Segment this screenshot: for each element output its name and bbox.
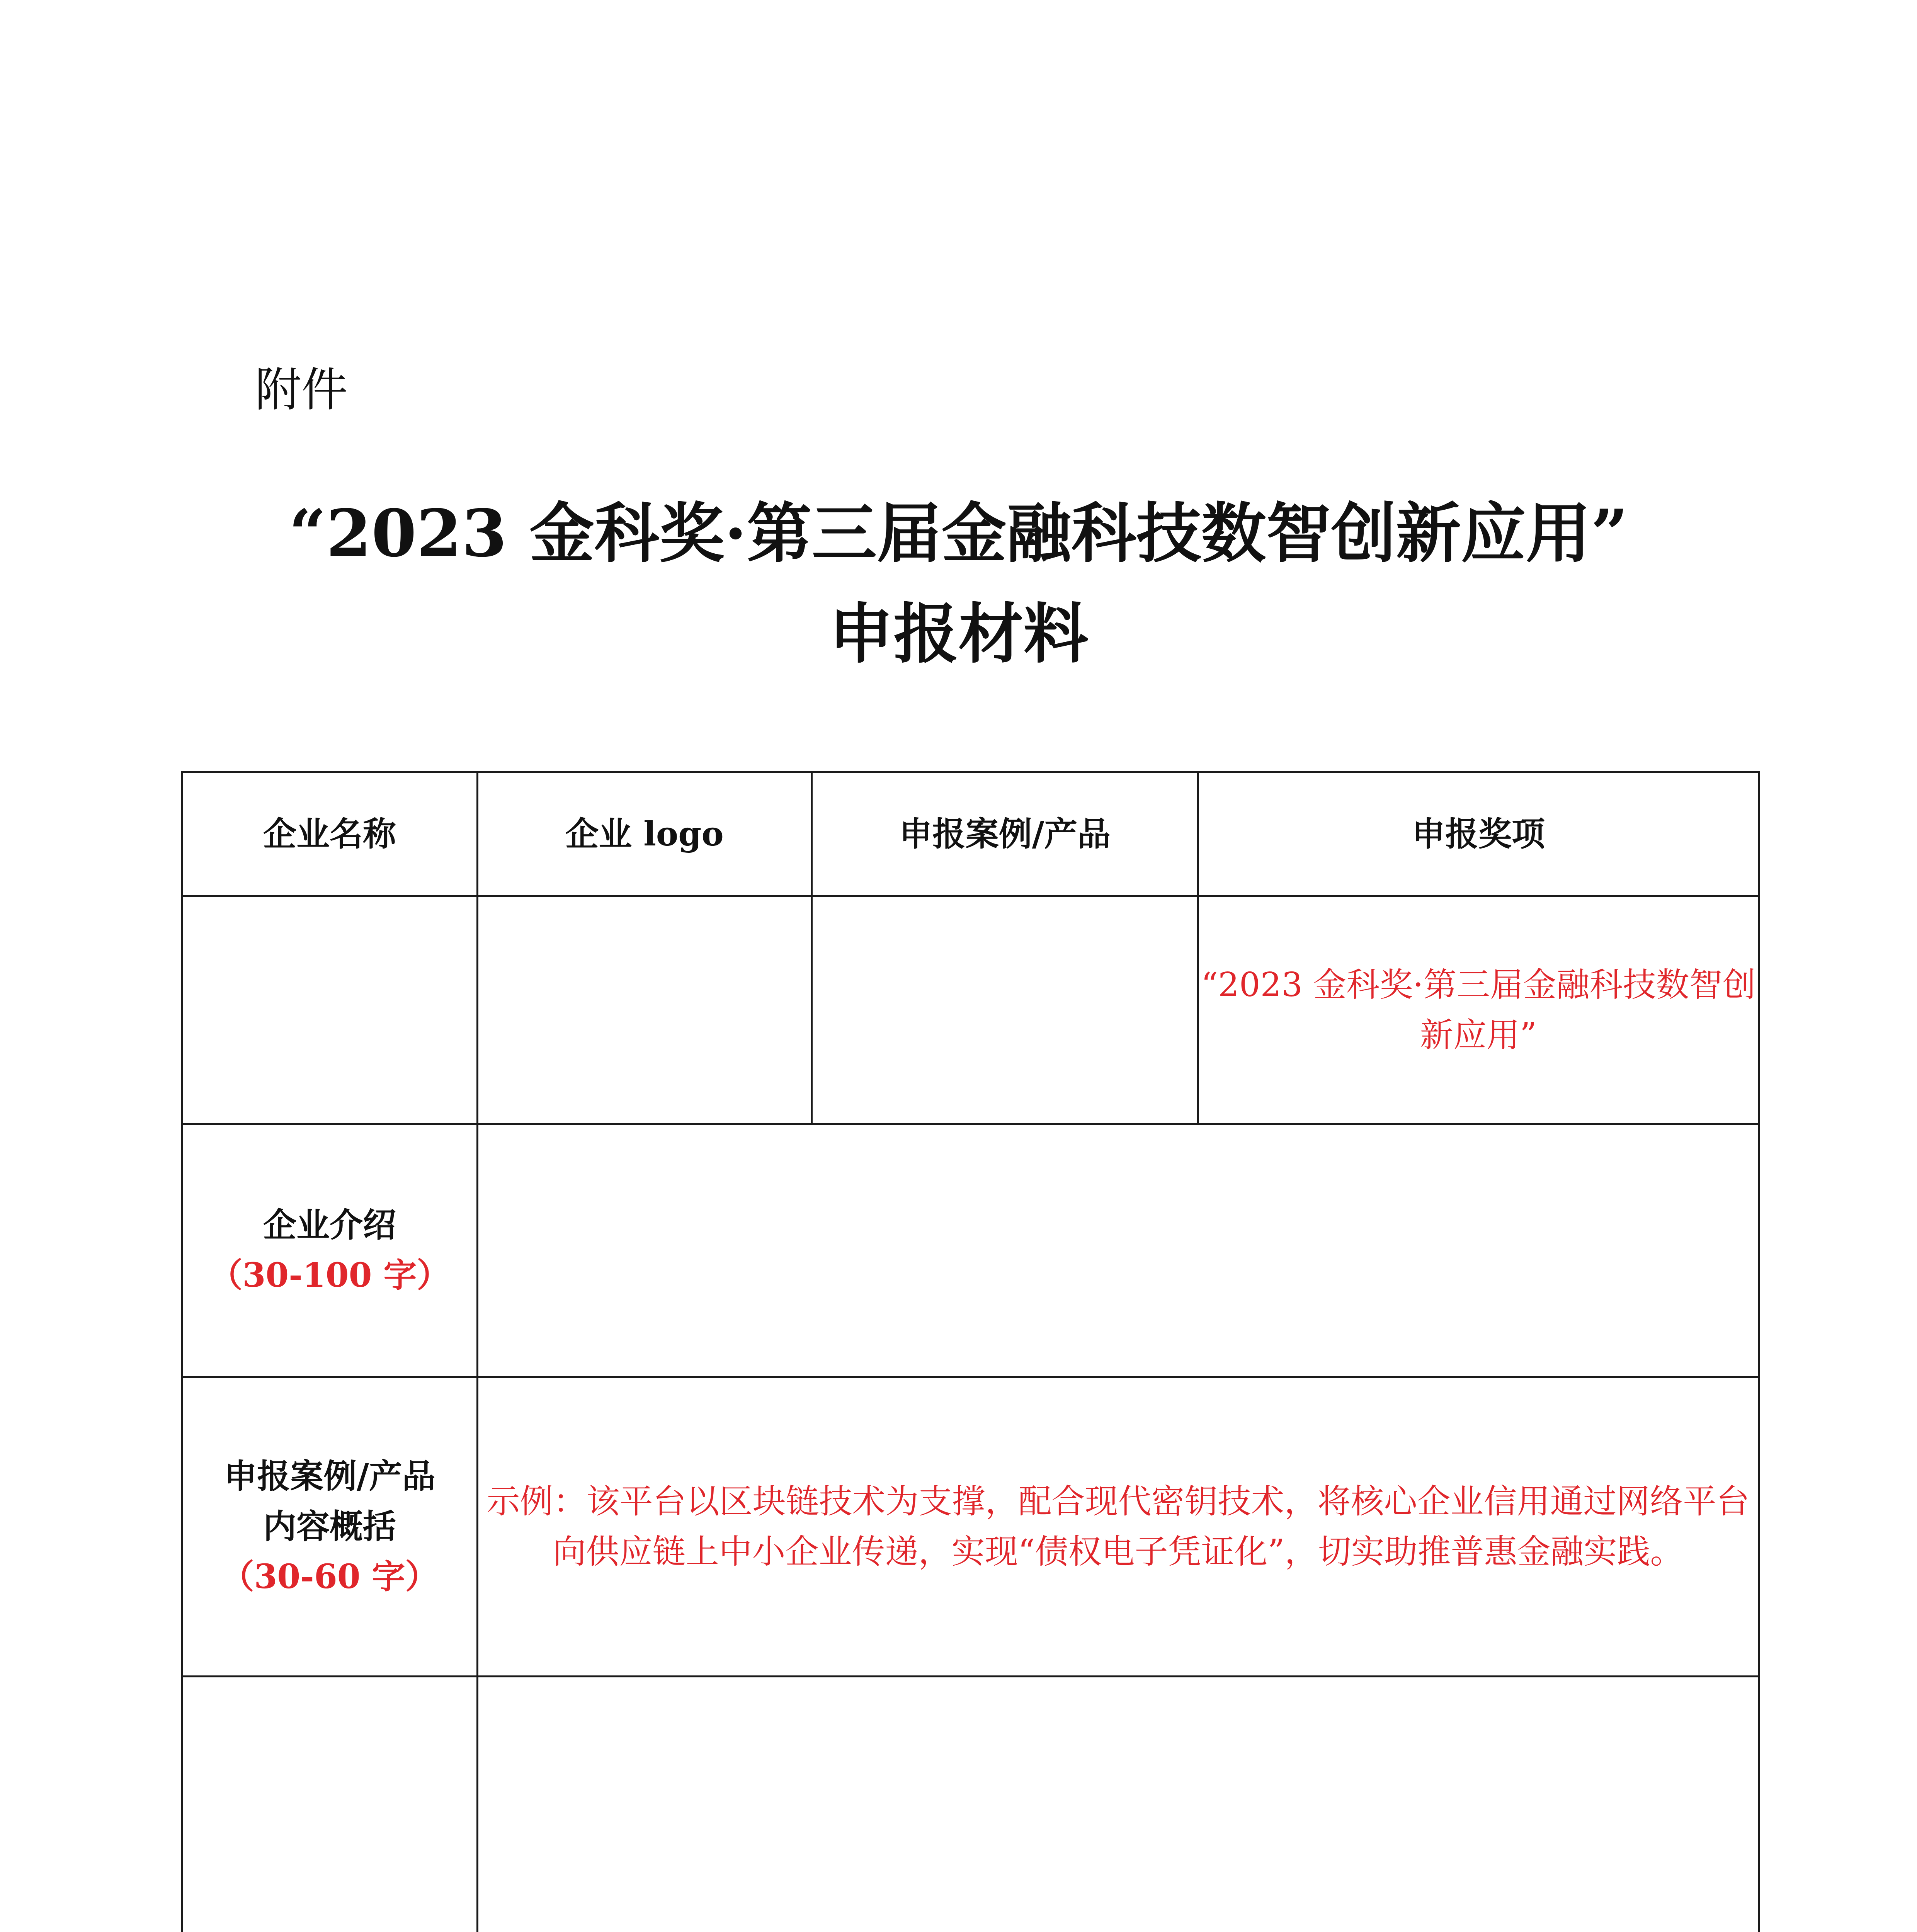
attachment-label: 附件 bbox=[255, 363, 348, 417]
detail-cell[interactable] bbox=[478, 1677, 1759, 1932]
detail-label-cell bbox=[182, 1677, 478, 1932]
company-logo-cell[interactable] bbox=[478, 896, 812, 1124]
application-form-table bbox=[181, 771, 1760, 1932]
detail-row bbox=[182, 1677, 1759, 1932]
header-award: 申报奖项 bbox=[1198, 772, 1759, 896]
summary-label-line1: 申报案例/产品 bbox=[224, 1457, 435, 1496]
table-input-row bbox=[182, 896, 1759, 1124]
company-name-cell[interactable] bbox=[182, 896, 478, 1124]
header-case-product: 申报案例/产品 bbox=[812, 772, 1198, 896]
summary-label-cell bbox=[182, 1377, 478, 1677]
summary-limit: （30-60 字） bbox=[221, 1557, 439, 1596]
case-product-cell[interactable] bbox=[812, 896, 1198, 1124]
summary-example[interactable]: 示例：该平台以区块链技术为支撑，配合现代密钥技术，将核心企业信用通过网络平台向供应链上中小企业传递，实现“债权电子凭证化”，切实助推普惠金融实践。 bbox=[478, 1377, 1759, 1677]
document-title-line1: “2023 金科奖·第三届金融科技数智创新应用” bbox=[289, 495, 1628, 571]
summary-label-line2: 内容概括 bbox=[263, 1507, 396, 1546]
header-company-logo: 企业 logo bbox=[478, 772, 812, 896]
table-header-row bbox=[182, 772, 1759, 896]
document-title-line2: 申报材料 bbox=[828, 595, 1089, 672]
company-intro-label-cell bbox=[182, 1124, 478, 1377]
header-company-name: 企业名称 bbox=[182, 772, 478, 896]
company-intro-cell[interactable] bbox=[478, 1124, 1759, 1377]
award-value: “2023 金科奖·第三届金融科技数智创新应用” bbox=[1198, 896, 1759, 1124]
company-intro-limit: （30-100 字） bbox=[209, 1256, 450, 1295]
summary-row bbox=[182, 1377, 1759, 1677]
company-intro-row bbox=[182, 1124, 1759, 1377]
company-intro-label: 企业介绍 bbox=[263, 1206, 396, 1245]
